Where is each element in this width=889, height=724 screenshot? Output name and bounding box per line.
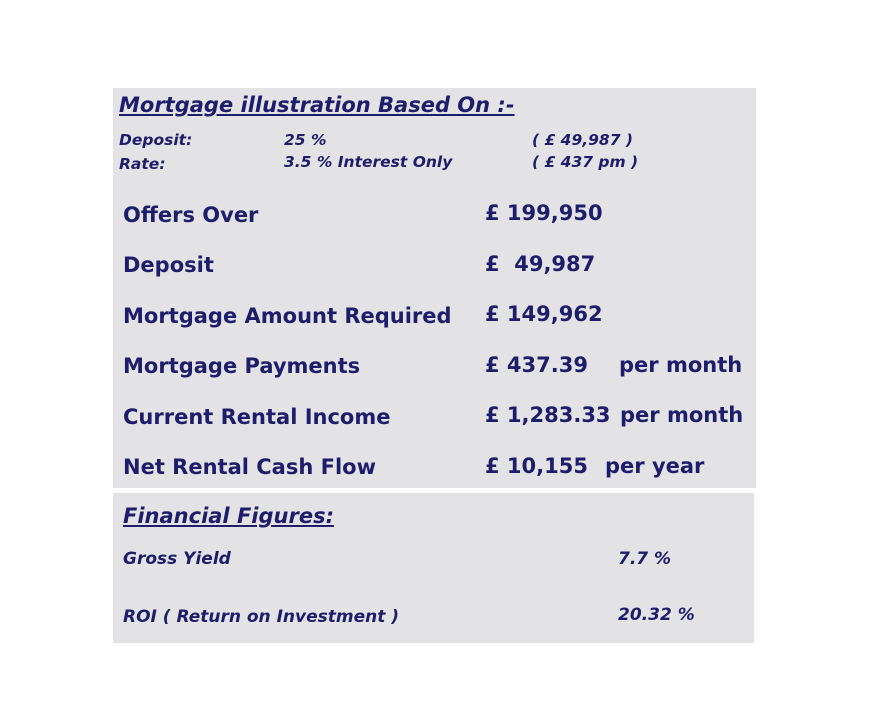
deposit-label: Deposit: bbox=[119, 131, 193, 149]
row-amount-cash-flow: £ 10,155 bbox=[485, 454, 588, 478]
row-amount-mortgage-payments: £ 437.39 bbox=[485, 353, 588, 377]
gross-yield-label: Gross Yield bbox=[123, 549, 231, 569]
row-period-cash-flow: per year bbox=[605, 454, 705, 478]
deposit-percent: 25 % bbox=[284, 131, 327, 149]
roi-value: 20.32 % bbox=[618, 605, 695, 625]
illustration-title: Mortgage illustration Based On :- bbox=[119, 93, 515, 117]
row-period-rental-income: per month bbox=[620, 403, 744, 427]
row-label-rental-income: Current Rental Income bbox=[123, 405, 391, 429]
row-amount-offers-over: £ 199,950 bbox=[485, 201, 603, 225]
row-label-mortgage-payments: Mortgage Payments bbox=[123, 354, 361, 378]
row-label-offers-over: Offers Over bbox=[123, 203, 259, 227]
row-amount-rental-income: £ 1,283.33 bbox=[485, 403, 611, 427]
roi-label: ROI ( Return on Investment ) bbox=[123, 607, 400, 627]
row-period-mortgage-payments: per month bbox=[619, 353, 743, 377]
row-label-deposit: Deposit bbox=[123, 253, 214, 277]
deposit-amount: ( £ 49,987 ) bbox=[532, 131, 633, 149]
row-label-cash-flow: Net Rental Cash Flow bbox=[123, 455, 376, 479]
rate-amount: ( £ 437 pm ) bbox=[532, 153, 639, 171]
row-amount-deposit: £ 49,987 bbox=[485, 252, 596, 276]
row-amount-mortgage-amount: £ 149,962 bbox=[485, 302, 603, 326]
gross-yield-value: 7.7 % bbox=[618, 549, 672, 569]
rate-value: 3.5 % Interest Only bbox=[284, 153, 453, 171]
financial-figures-title: Financial Figures: bbox=[123, 504, 334, 528]
row-label-mortgage-amount: Mortgage Amount Required bbox=[123, 304, 452, 328]
rate-label: Rate: bbox=[119, 155, 166, 173]
